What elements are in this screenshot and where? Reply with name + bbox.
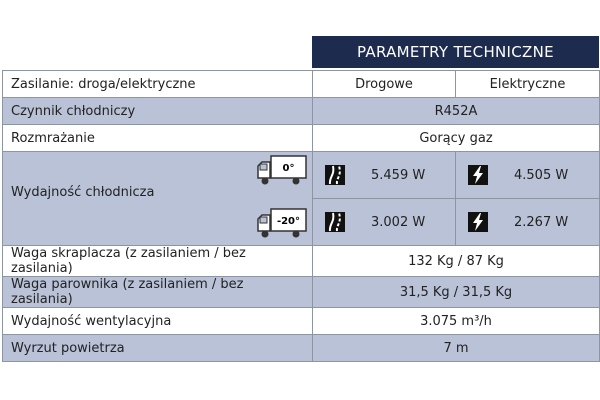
capacity-road-cell xyxy=(313,199,456,246)
truck-icon xyxy=(256,154,308,188)
table-header xyxy=(312,36,599,68)
table-row-ventilation xyxy=(3,308,600,335)
column-road: Drogowe xyxy=(313,71,456,98)
row-label: Rozmrażanie xyxy=(3,125,313,152)
capacity-electric-cell xyxy=(456,152,600,199)
row-label: Waga skraplacza (z zasilaniem / bez zasilania) xyxy=(3,246,313,277)
row-value: Gorący gaz xyxy=(313,125,600,152)
capacity-value: 2.267 W xyxy=(514,214,569,230)
row-label: Wyrzut powietrza xyxy=(3,335,313,362)
truck-icon xyxy=(256,207,308,241)
table-row-refrigerant xyxy=(3,98,600,125)
header-title: PARAMETRY TECHNICZNE xyxy=(357,43,554,61)
row-label: Zasilanie: droga/elektryczne xyxy=(3,71,313,98)
row-label: Waga parownika (z zasilaniem / bez zasilania) xyxy=(3,277,313,308)
row-label-cell xyxy=(3,152,313,246)
road-icon xyxy=(325,165,345,185)
row-value: 7 m xyxy=(313,335,600,362)
column-electric: Elektryczne xyxy=(456,71,600,98)
capacity-value: 4.505 W xyxy=(514,167,569,183)
row-value: R452A xyxy=(313,98,600,125)
row-value: 132 Kg / 87 Kg xyxy=(313,246,600,277)
spec-table xyxy=(2,70,600,362)
table-row-air-throw xyxy=(3,335,600,362)
table-row-evaporator-weight xyxy=(3,277,600,308)
lightning-icon xyxy=(468,165,488,185)
row-label: Wydajność chłodnicza xyxy=(11,185,155,200)
row-label: Czynnik chłodniczy xyxy=(3,98,313,125)
row-value: 3.075 m³/h xyxy=(313,308,600,335)
table-row-defrost xyxy=(3,125,600,152)
table-row-capacity-0 xyxy=(3,152,600,199)
capacity-value: 5.459 W xyxy=(371,167,426,183)
table-row-condenser-weight xyxy=(3,246,600,277)
lightning-icon xyxy=(468,212,488,232)
capacity-value: 3.002 W xyxy=(371,214,426,230)
row-value: 31,5 Kg / 31,5 Kg xyxy=(313,277,600,308)
row-label: Wydajność wentylacyjna xyxy=(3,308,313,335)
truck-temp-label: -20° xyxy=(276,216,301,227)
capacity-road-cell xyxy=(313,152,456,199)
table-row-power xyxy=(3,71,600,98)
capacity-electric-cell xyxy=(456,199,600,246)
truck-temp-label: 0° xyxy=(282,163,295,174)
road-icon xyxy=(325,212,345,232)
